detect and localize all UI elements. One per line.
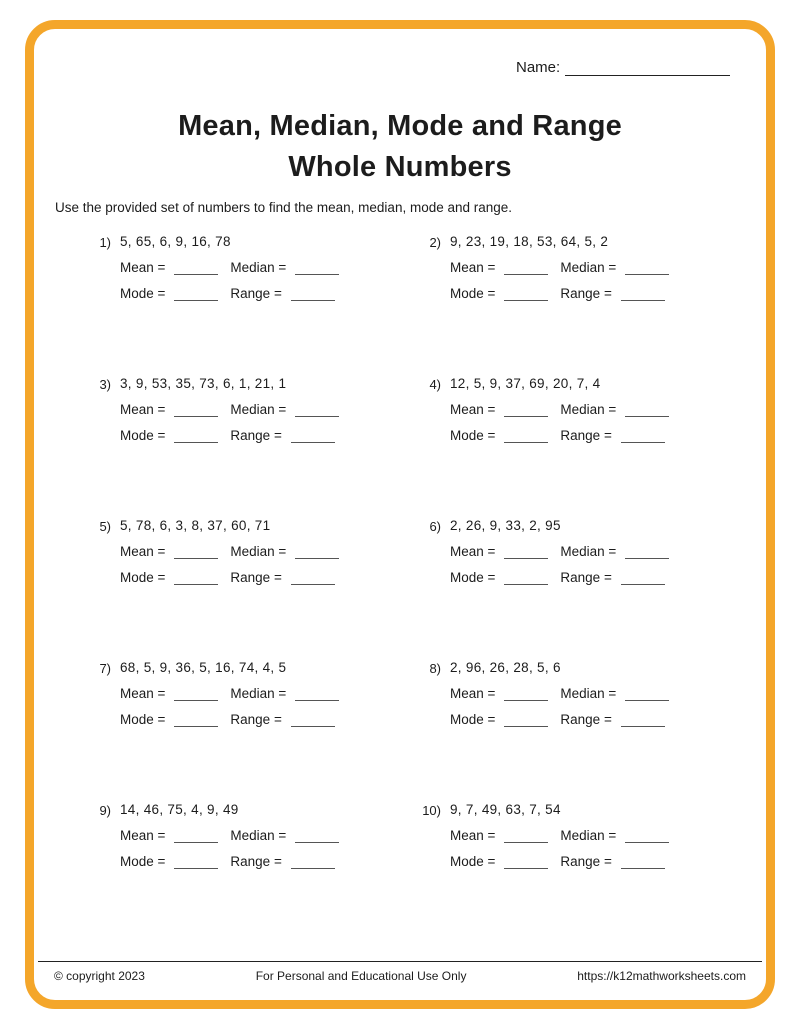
website-link[interactable]: https://k12mathworksheets.com [577,969,746,983]
title-line-2: Whole Numbers [288,151,512,183]
mean-label: Mean = [120,828,166,843]
mean-answer-blank [504,545,548,559]
range-answer-blank [291,713,335,727]
number-set: 14, 46, 75, 4, 9, 49 [120,802,239,817]
range-label: Range = [560,286,612,301]
median-answer-blank [625,545,669,559]
median-label: Median = [560,402,617,417]
problem-8 [415,660,745,802]
problem-number: 3) [99,377,111,392]
problem-number: 1) [99,235,111,250]
range-label: Range = [230,854,282,869]
number-set: 68, 5, 9, 36, 5, 16, 74, 4, 5 [120,660,287,675]
mean-answer-blank [504,261,548,275]
instructions-text: Use the provided set of numbers to find the mean, median, mode and range. [55,200,513,215]
mode-answer-blank [174,571,218,585]
mode-label: Mode = [120,712,166,727]
median-answer-blank [295,403,339,417]
mean-answer-blank [174,261,218,275]
number-set: 9, 7, 49, 63, 7, 54 [450,802,561,817]
median-label: Median = [230,402,287,417]
median-answer-blank [625,403,669,417]
range-label: Range = [230,428,282,443]
median-answer-blank [295,687,339,701]
mode-label: Mode = [120,428,166,443]
mode-label: Mode = [120,854,166,869]
mean-label: Mean = [450,544,496,559]
mode-label: Mode = [450,854,496,869]
footer [38,961,762,983]
problem-1 [85,234,415,376]
median-label: Median = [560,828,617,843]
number-set: 2, 96, 26, 28, 5, 6 [450,660,561,675]
mean-label: Mean = [450,402,496,417]
mode-answer-blank [504,713,548,727]
median-label: Median = [230,544,287,559]
range-label: Range = [560,712,612,727]
problem-10 [415,802,745,944]
mode-answer-blank [504,429,548,443]
problem-6 [415,518,745,660]
mean-answer-blank [504,829,548,843]
median-answer-blank [295,261,339,275]
mode-answer-blank [174,713,218,727]
number-set: 3, 9, 53, 35, 73, 6, 1, 21, 1 [120,376,287,391]
mean-answer-blank [504,687,548,701]
range-label: Range = [230,570,282,585]
mode-answer-blank [174,287,218,301]
problem-number: 9) [99,803,111,818]
median-answer-blank [625,829,669,843]
problem-number: 10) [422,803,441,818]
mean-answer-blank [504,403,548,417]
range-answer-blank [291,287,335,301]
problem-number: 6) [429,519,441,534]
median-label: Median = [230,828,287,843]
mode-label: Mode = [450,286,496,301]
mean-answer-blank [174,687,218,701]
mode-answer-blank [504,287,548,301]
range-answer-blank [621,429,665,443]
problem-number: 5) [99,519,111,534]
mean-label: Mean = [120,260,166,275]
name-label: Name: [516,59,561,76]
range-label: Range = [560,428,612,443]
range-answer-blank [621,287,665,301]
median-answer-blank [625,687,669,701]
mode-label: Mode = [120,286,166,301]
range-answer-blank [291,855,335,869]
median-answer-blank [295,545,339,559]
median-label: Median = [230,260,287,275]
range-answer-blank [621,713,665,727]
range-label: Range = [230,286,282,301]
number-set: 9, 23, 19, 18, 53, 64, 5, 2 [450,234,609,249]
mean-label: Mean = [450,828,496,843]
median-answer-blank [625,261,669,275]
range-label: Range = [230,712,282,727]
mean-answer-blank [174,403,218,417]
number-set: 12, 5, 9, 37, 69, 20, 7, 4 [450,376,601,391]
mean-label: Mean = [450,260,496,275]
title-line-1: Mean, Median, Mode and Range [178,110,622,142]
problems-grid [85,234,745,944]
name-blank-line [565,58,730,76]
problem-3 [85,376,415,518]
mean-label: Mean = [120,686,166,701]
mode-label: Mode = [450,570,496,585]
problem-5 [85,518,415,660]
copyright-text: © copyright 2023 [54,969,145,983]
number-set: 5, 78, 6, 3, 8, 37, 60, 71 [120,518,271,533]
mode-answer-blank [174,429,218,443]
median-label: Median = [560,544,617,559]
mean-answer-blank [174,545,218,559]
problem-4 [415,376,745,518]
problem-9 [85,802,415,944]
usage-text: For Personal and Educational Use Only [255,969,467,983]
mode-answer-blank [174,855,218,869]
problem-number: 4) [429,377,441,392]
mean-label: Mean = [120,402,166,417]
range-answer-blank [291,571,335,585]
median-answer-blank [295,829,339,843]
page-title [0,106,800,188]
mean-label: Mean = [450,686,496,701]
mean-label: Mean = [120,544,166,559]
range-answer-blank [291,429,335,443]
median-label: Median = [230,686,287,701]
median-label: Median = [560,260,617,275]
mode-label: Mode = [120,570,166,585]
number-set: 2, 26, 9, 33, 2, 95 [450,518,561,533]
problem-number: 2) [429,235,441,250]
median-label: Median = [560,686,617,701]
range-label: Range = [560,570,612,585]
problem-number: 7) [99,661,111,676]
mode-label: Mode = [450,712,496,727]
range-label: Range = [560,854,612,869]
problem-2 [415,234,745,376]
mean-answer-blank [174,829,218,843]
range-answer-blank [621,571,665,585]
mode-answer-blank [504,855,548,869]
number-set: 5, 65, 6, 9, 16, 78 [120,234,231,249]
range-answer-blank [621,855,665,869]
mode-answer-blank [504,571,548,585]
problem-number: 8) [429,661,441,676]
mode-label: Mode = [450,428,496,443]
problem-7 [85,660,415,802]
name-field [516,58,730,76]
